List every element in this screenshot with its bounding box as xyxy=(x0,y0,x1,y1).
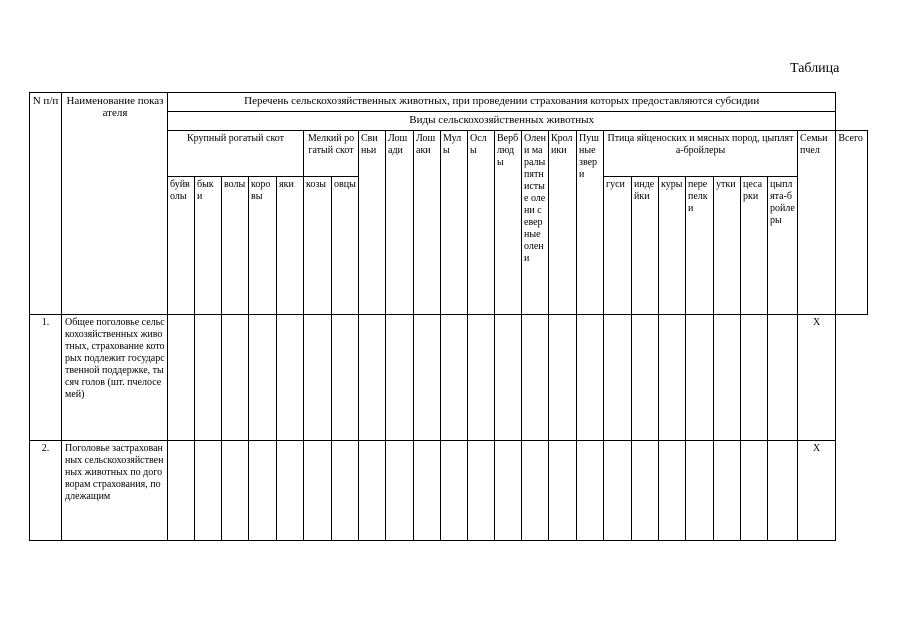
data-cell[interactable] xyxy=(495,315,522,441)
data-cell[interactable] xyxy=(522,315,549,441)
row-name: Поголовье застрахованных сельскохозяйственных животных по договорам страхования, подлежащим xyxy=(62,441,168,541)
data-cell[interactable] xyxy=(686,315,714,441)
data-cell[interactable] xyxy=(386,441,414,541)
sub-ptitsa-broylery: цыплята-бройлеры xyxy=(768,177,798,315)
data-cell[interactable] xyxy=(604,441,632,541)
data-cell[interactable] xyxy=(714,441,741,541)
row-total: X xyxy=(798,315,836,441)
header-name: Наименование показателя xyxy=(62,93,168,315)
data-cell[interactable] xyxy=(768,315,798,441)
sub-ptitsa-utki: утки xyxy=(714,177,741,315)
data-cell[interactable] xyxy=(577,441,604,541)
data-cell[interactable] xyxy=(277,315,304,441)
group-osly: Ослы xyxy=(468,131,495,315)
sub-ptitsa-gusi: гуси xyxy=(604,177,632,315)
sub-mrs-ovtsy: овцы xyxy=(332,177,359,315)
sub-ptitsa-indeyki: индейки xyxy=(632,177,659,315)
row-total: X xyxy=(798,441,836,541)
group-svini: Свиньи xyxy=(359,131,386,315)
data-cell[interactable] xyxy=(577,315,604,441)
group-ptitsa: Птица яйценоских и мясных пород, цыплята-бройлеры xyxy=(604,131,798,177)
data-cell[interactable] xyxy=(441,441,468,541)
table-row xyxy=(30,315,868,441)
header-kinds: Виды сельскохозяйственных животных xyxy=(168,112,836,131)
sub-krs-yaki: яки xyxy=(277,177,304,315)
data-cell[interactable] xyxy=(741,441,768,541)
data-cell[interactable] xyxy=(604,315,632,441)
sub-ptitsa-perepelki: перепелки xyxy=(686,177,714,315)
sub-krs-byki: быки xyxy=(195,177,222,315)
data-cell[interactable] xyxy=(495,441,522,541)
data-cell[interactable] xyxy=(222,441,249,541)
data-cell[interactable] xyxy=(522,441,549,541)
group-muly: Мулы xyxy=(441,131,468,315)
header-top: Перечень сельскохозяйственных животных, при проведении страхования которых предоставляются субсидии xyxy=(168,93,836,112)
table-label: Таблица xyxy=(790,61,840,76)
data-cell[interactable] xyxy=(277,441,304,541)
group-oleni: Олени маралы пятнистые олени северные олени xyxy=(522,131,549,315)
data-cell[interactable] xyxy=(168,315,195,441)
row-num: 2. xyxy=(30,441,62,541)
data-cell[interactable] xyxy=(659,315,686,441)
data-cell[interactable] xyxy=(468,441,495,541)
data-cell[interactable] xyxy=(195,441,222,541)
group-vsego: Всего xyxy=(836,131,868,315)
sub-ptitsa-tsesarki: цесарки xyxy=(741,177,768,315)
sub-mrs-kozy: козы xyxy=(304,177,332,315)
table-row xyxy=(30,441,868,541)
sub-ptitsa-kury: куры xyxy=(659,177,686,315)
sub-krs-korovy: коровы xyxy=(249,177,277,315)
row-name: Общее поголовье сельскохозяйственных животных, страхование которых подлежит государственной поддержке, тысяч голов (шт. пчелосемей) xyxy=(62,315,168,441)
data-cell[interactable] xyxy=(549,315,577,441)
data-cell[interactable] xyxy=(741,315,768,441)
data-cell[interactable] xyxy=(659,441,686,541)
data-cell[interactable] xyxy=(632,441,659,541)
data-cell[interactable] xyxy=(359,315,386,441)
data-cell[interactable] xyxy=(414,315,441,441)
group-pchely: Семьи пчел xyxy=(798,131,836,315)
data-cell[interactable] xyxy=(332,315,359,441)
header-num: N п/п xyxy=(30,93,62,315)
data-cell[interactable] xyxy=(304,441,332,541)
data-cell[interactable] xyxy=(768,441,798,541)
sub-krs-voly: волы xyxy=(222,177,249,315)
data-cell[interactable] xyxy=(632,315,659,441)
data-cell[interactable] xyxy=(359,441,386,541)
group-krs: Крупный рогатый скот xyxy=(168,131,304,177)
row-num: 1. xyxy=(30,315,62,441)
data-cell[interactable] xyxy=(441,315,468,441)
data-cell[interactable] xyxy=(195,315,222,441)
data-cell[interactable] xyxy=(249,315,277,441)
group-loshaki: Лошаки xyxy=(414,131,441,315)
data-cell[interactable] xyxy=(714,315,741,441)
group-verblyudy: Верблюды xyxy=(495,131,522,315)
data-cell[interactable] xyxy=(414,441,441,541)
group-mrs: Мелкий рогатый скот xyxy=(304,131,359,177)
data-cell[interactable] xyxy=(386,315,414,441)
data-cell[interactable] xyxy=(332,441,359,541)
group-loshadi: Лошади xyxy=(386,131,414,315)
data-cell[interactable] xyxy=(468,315,495,441)
data-cell[interactable] xyxy=(686,441,714,541)
data-cell[interactable] xyxy=(222,315,249,441)
group-pushnye: Пушные звери xyxy=(577,131,604,315)
sub-krs-buyvoly: буйволы xyxy=(168,177,195,315)
group-kroliki: Кролики xyxy=(549,131,577,315)
data-cell[interactable] xyxy=(168,441,195,541)
data-cell[interactable] xyxy=(549,441,577,541)
subsidy-table xyxy=(29,92,868,541)
data-cell[interactable] xyxy=(249,441,277,541)
data-cell[interactable] xyxy=(304,315,332,441)
